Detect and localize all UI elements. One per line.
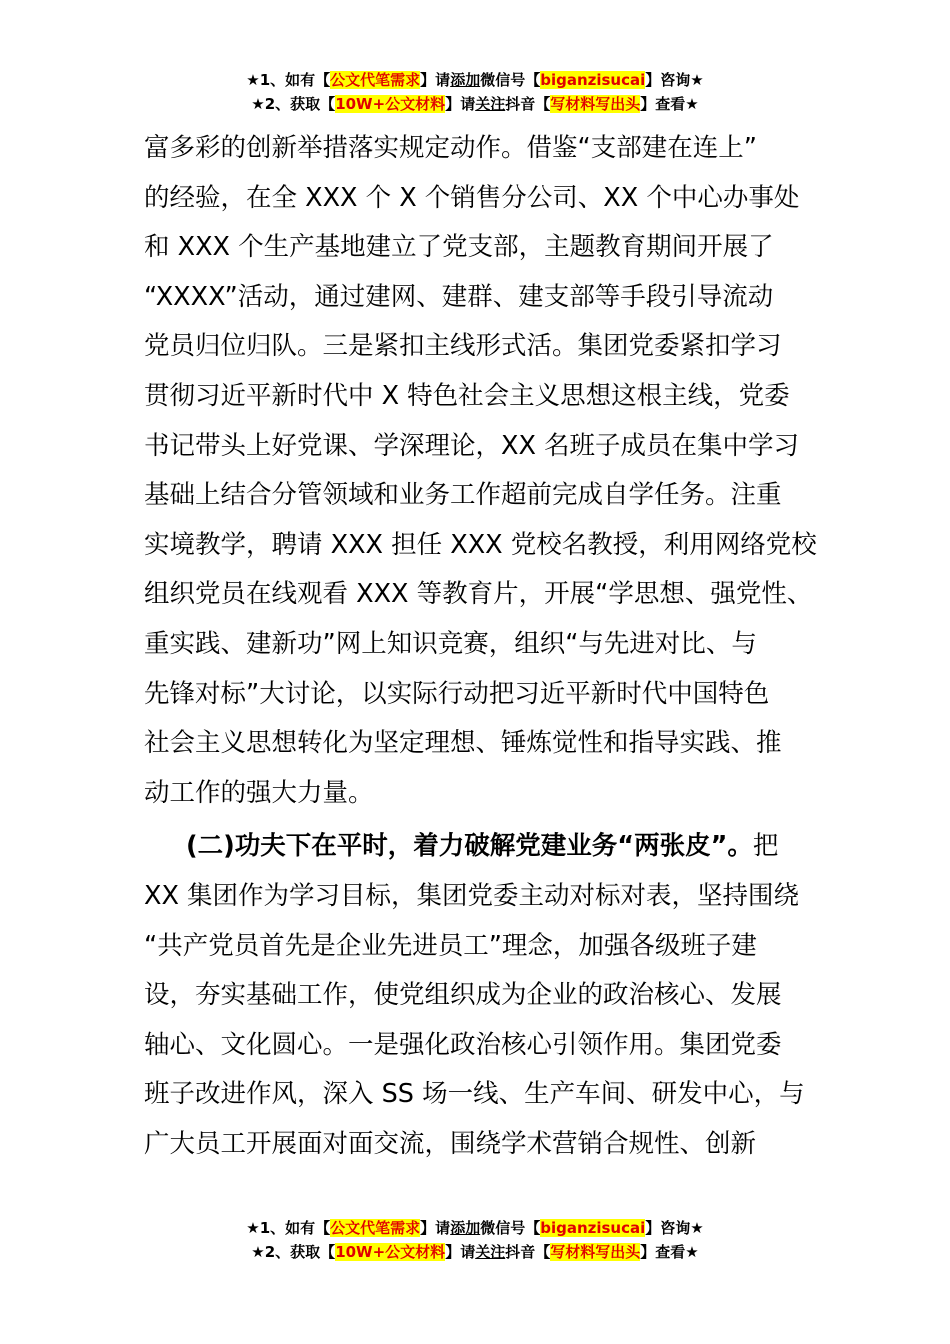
section-heading: (二)功夫下在平时，着力破解党建业务“两张皮”。 bbox=[186, 831, 753, 862]
banner-text: ★2、获取【 bbox=[251, 95, 336, 113]
banner-line-2 bbox=[0, 92, 950, 116]
banner-text: 】查看★ bbox=[640, 95, 699, 113]
body-line: 设，夯实基础工作，使党组织成为企业的政治核心、发展 bbox=[144, 980, 782, 1011]
banner-highlight: 写材料写出头 bbox=[550, 95, 641, 113]
banner-highlight: 10W+公文材料 bbox=[335, 1243, 446, 1261]
banner-underline: 关注 bbox=[475, 1243, 506, 1261]
body-line: 班子改进作风，深入 SS 场一线、生产车间、研发中心，与 bbox=[144, 1079, 805, 1110]
banner-line-1 bbox=[0, 68, 950, 92]
body-line: 和 XXX 个生产基地建立了党支部，主题教育期间开展了 bbox=[144, 232, 774, 263]
banner-highlight: 公文代笔需求 bbox=[330, 71, 421, 89]
body-line: 动工作的强大力量。 bbox=[144, 777, 374, 808]
banner-line-2 bbox=[0, 1240, 950, 1264]
banner-text: 】咨询★ bbox=[645, 1219, 704, 1237]
banner-underline: 添加 bbox=[450, 71, 481, 89]
banner-text: 】请 bbox=[445, 95, 476, 113]
body-line: 广大员工开展面对面交流，围绕学术营销合规性、创新 bbox=[144, 1128, 757, 1159]
banner-underline: 添加 bbox=[450, 1219, 481, 1237]
document-body bbox=[144, 124, 817, 1169]
body-line: 先锋对标”大讨论，以实际行动把习近平新时代中国特色 bbox=[144, 678, 770, 709]
body-line: 社会主义思想转化为坚定理想、锤炼觉性和指导实践、推 bbox=[144, 728, 782, 759]
banner-text: 抖音【 bbox=[505, 1243, 551, 1261]
body-line: “共产党员首先是企业先进员工”理念，加强各级班子建 bbox=[144, 930, 757, 961]
banner-text: 抖音【 bbox=[505, 95, 551, 113]
banner-underline: 关注 bbox=[475, 95, 506, 113]
footer-banner bbox=[0, 1216, 950, 1264]
body-line: 重实践、建新功”网上知识竞赛，组织“与先进对比、与 bbox=[144, 628, 757, 659]
banner-line-1 bbox=[0, 1216, 950, 1240]
banner-text: 微信号【 bbox=[480, 71, 541, 89]
banner-text: ★1、如有【 bbox=[246, 71, 331, 89]
banner-highlight: 写材料写出头 bbox=[550, 1243, 641, 1261]
body-line: 基础上结合分管领域和业务工作超前完成自学任务。注重 bbox=[144, 480, 782, 511]
banner-text: 】请 bbox=[420, 1219, 451, 1237]
banner-text: 】查看★ bbox=[640, 1243, 699, 1261]
body-line: 贯彻习近平新时代中 X 特色社会主义思想这根主线，党委 bbox=[144, 380, 790, 411]
body-line: 轴心、文化圆心。一是强化政治核心引领作用。集团党委 bbox=[144, 1029, 782, 1060]
banner-text: 】咨询★ bbox=[645, 71, 704, 89]
body-line: 书记带头上好党课、学深理论，XX 名班子成员在集中学习 bbox=[144, 430, 800, 461]
banner-text: ★1、如有【 bbox=[246, 1219, 331, 1237]
banner-text: 】请 bbox=[445, 1243, 476, 1261]
banner-highlight: 公文代笔需求 bbox=[330, 1219, 421, 1237]
banner-text: ★2、获取【 bbox=[251, 1243, 336, 1261]
banner-text: 微信号【 bbox=[480, 1219, 541, 1237]
body-line: XX 集团作为学习目标，集团党委主动对标对表，坚持围绕 bbox=[144, 880, 800, 911]
body-line: “XXXX”活动，通过建网、建群、建支部等手段引导流动 bbox=[144, 281, 774, 312]
banner-highlight: 10W+公文材料 bbox=[335, 95, 446, 113]
banner-highlight: biganzisucai bbox=[540, 1219, 646, 1237]
banner-highlight: biganzisucai bbox=[540, 71, 646, 89]
header-banner bbox=[0, 68, 950, 116]
section-heading-line bbox=[144, 822, 814, 872]
body-text-tail: 把 bbox=[752, 831, 779, 862]
body-line: 的经验，在全 XXX 个 X 个销售分公司、XX 个中心办事处 bbox=[144, 182, 800, 213]
banner-text: 】请 bbox=[420, 71, 451, 89]
body-line: 党员归位归队。三是紧扣主线形式活。集团党委紧扣学习 bbox=[144, 331, 782, 362]
body-line: 富多彩的创新举措落实规定动作。借鉴“支部建在连上” bbox=[144, 133, 757, 163]
body-line: 实境教学，聘请 XXX 担任 XXX 党校名教授，利用网络党校 bbox=[144, 529, 817, 560]
body-line: 组织党员在线观看 XXX 等教育片，开展“学思想、强党性、 bbox=[144, 579, 813, 610]
